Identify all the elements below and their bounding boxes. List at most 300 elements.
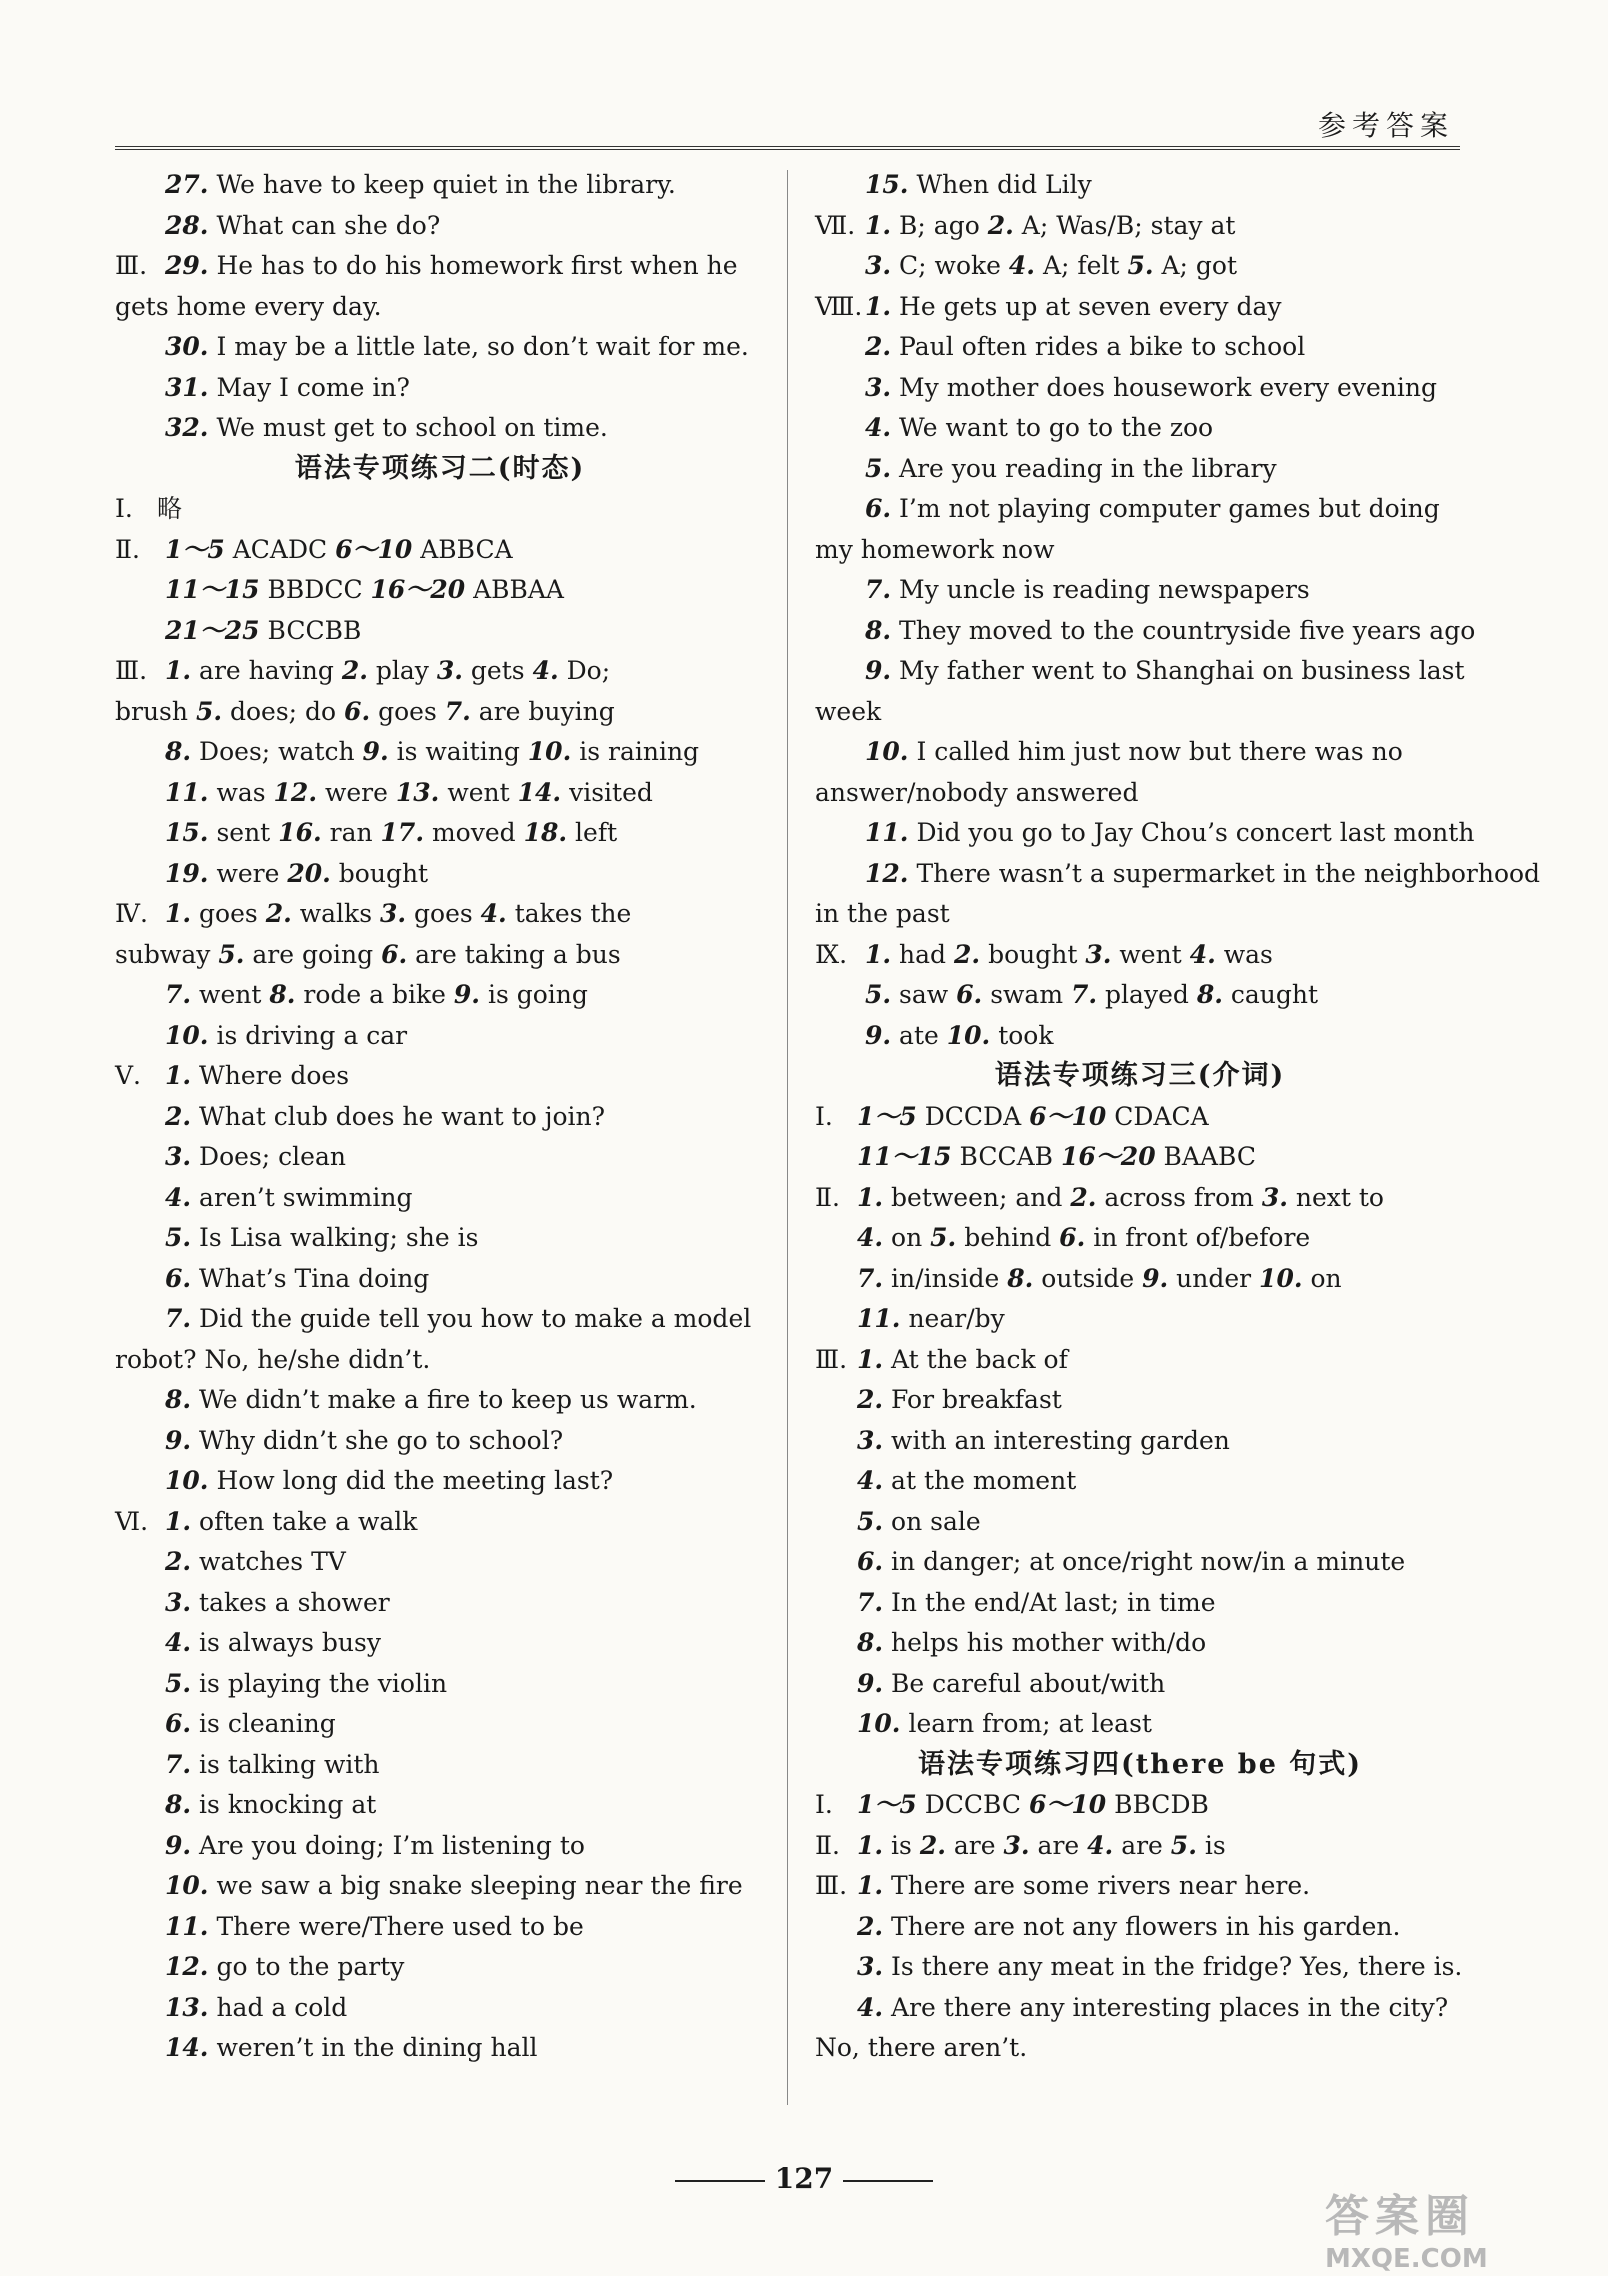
answer-text: [865, 611, 1475, 652]
roman-numeral: Ⅷ.: [815, 291, 863, 321]
answer-text: [815, 894, 950, 935]
answer-text: [857, 1785, 1209, 1826]
answer-text: [165, 732, 699, 773]
answer-fragment: BBDCC: [259, 575, 371, 604]
answer-line: [115, 1826, 765, 1867]
answer-fragment: We have to keep quiet in the library.: [208, 170, 676, 199]
item-number: 5.: [165, 1668, 192, 1698]
answer-line: [115, 1785, 765, 1826]
item-number: 3.: [865, 372, 892, 402]
answer-fragment: Does; clean: [191, 1142, 346, 1171]
item-number: 10.: [1259, 1263, 1303, 1293]
roman-numeral: Ⅲ.: [115, 656, 148, 685]
answer-text: [865, 287, 1282, 328]
item-number: 6.: [956, 980, 983, 1009]
answer-line: [115, 611, 765, 652]
answer-text: [165, 206, 440, 247]
item-number: 3.: [1085, 939, 1112, 969]
answer-fragment: We want to go to the zoo: [891, 413, 1214, 442]
answer-text: [165, 1583, 390, 1624]
item-number: 27.: [165, 170, 209, 199]
answer-fragment: go to the party: [208, 1952, 405, 1981]
answer-line: [115, 854, 765, 895]
answer-text: [857, 1137, 1256, 1178]
item-number: 6.: [865, 494, 892, 523]
answer-text: [857, 1583, 1216, 1624]
answer-fragment: often take a walk: [191, 1506, 418, 1536]
item-number: 2.: [341, 656, 368, 685]
item-number: 5.: [865, 453, 892, 483]
answer-text: [165, 408, 608, 449]
column-divider: [787, 170, 788, 2105]
item-number: 5.: [1127, 251, 1154, 280]
answer-fragment: Are you reading in the library: [891, 453, 1277, 483]
answer-fragment: is cleaning: [191, 1709, 336, 1738]
answer-text: [857, 1097, 1209, 1138]
answer-line: [115, 1623, 765, 1664]
answer-fragment: walks: [291, 899, 380, 928]
answer-fragment: on sale: [883, 1506, 981, 1536]
item-number: 4.: [532, 656, 559, 685]
answer-text: [857, 1502, 981, 1543]
answer-fragment: are going: [244, 939, 382, 969]
answer-fragment: There were/There used to be: [208, 1911, 584, 1941]
answer-line: [115, 1704, 765, 1745]
answer-fragment: gets home every day.: [115, 291, 382, 321]
answer-fragment: What club does he want to join?: [191, 1101, 606, 1131]
answer-fragment: on: [1302, 1263, 1342, 1293]
answer-fragment: swam: [982, 980, 1071, 1009]
item-number: 17.: [380, 818, 425, 847]
answer-text: [165, 611, 361, 652]
item-number: 31.: [165, 372, 209, 402]
item-number: 29.: [165, 251, 209, 280]
answer-text: [165, 1826, 585, 1867]
item-number: 13.: [395, 777, 440, 807]
answer-line: [815, 206, 1465, 247]
answer-fragment: ABBAA: [465, 575, 564, 604]
answer-fragment: BCCAB: [951, 1142, 1062, 1171]
item-number: 2.: [165, 1101, 192, 1131]
item-number: 9.: [857, 1668, 884, 1698]
item-number: 2.: [1070, 1182, 1097, 1212]
roman-numeral: Ⅰ.: [115, 494, 133, 523]
answer-line: [815, 1461, 1465, 1502]
answer-fragment: For breakfast: [883, 1385, 1062, 1414]
answer-fragment: Are you doing; I’m listening to: [191, 1830, 585, 1860]
answer-fragment: A; felt: [1035, 251, 1128, 280]
answer-line: [815, 611, 1476, 652]
answer-fragment: BCCBB: [259, 615, 362, 645]
answer-line: [115, 1664, 765, 1705]
item-number: 1.: [857, 1830, 884, 1860]
item-number: 6.: [857, 1547, 884, 1576]
item-number: 11.: [165, 777, 209, 807]
answer-text: [165, 1502, 417, 1543]
answer-line: [115, 1583, 765, 1624]
answer-fragment: ABBCA: [412, 534, 513, 564]
answer-fragment: There are not any flowers in his garden.: [883, 1911, 1401, 1941]
roman-numeral: Ⅲ.: [815, 1344, 848, 1374]
answer-text: [865, 246, 1237, 287]
answer-line: [815, 368, 1465, 409]
item-number: 9.: [453, 980, 481, 1009]
answer-fragment: are: [1113, 1830, 1171, 1860]
item-number: 4.: [865, 413, 892, 442]
answer-text: [165, 1866, 743, 1907]
answer-fragment: are having: [191, 656, 342, 685]
answer-fragment: was: [1215, 939, 1273, 969]
answer-fragment: I may be a little late, so don’t wait for me.: [208, 332, 749, 361]
answer-fragment: learn from; at least: [900, 1709, 1152, 1738]
item-number: 3.: [436, 656, 463, 685]
answer-line: [115, 570, 765, 611]
answer-fragment: goes: [406, 899, 481, 928]
answer-line: [815, 327, 1465, 368]
item-number: 1.: [865, 291, 892, 321]
answer-text: [857, 1907, 1400, 1948]
answer-fragment: What’s Tina doing: [191, 1263, 430, 1293]
item-number: 7.: [857, 1587, 884, 1617]
right-column: [815, 165, 1541, 2069]
roman-numeral: Ⅵ.: [115, 1506, 149, 1536]
answer-line: [815, 1542, 1465, 1583]
answer-fragment: had a cold: [208, 1992, 348, 2022]
answer-line: [115, 287, 765, 328]
item-number: 9.: [1142, 1263, 1169, 1293]
answer-fragment: A; Was/B; stay at: [1013, 210, 1236, 240]
answer-line: [815, 530, 1465, 571]
answer-text: [857, 1704, 1152, 1745]
item-number: 4.: [1087, 1830, 1114, 1860]
answer-line: [115, 894, 765, 935]
answer-fragment: went: [1111, 939, 1190, 969]
answer-line: [815, 1583, 1465, 1624]
answer-text: [115, 935, 621, 976]
roman-numeral: Ⅲ.: [815, 1871, 848, 1900]
item-number: 10.: [165, 1466, 209, 1495]
answer-text: [165, 327, 749, 368]
answer-text: [165, 165, 676, 206]
answer-fragment: There wasn’t a supermarket in the neighborhood: [908, 858, 1541, 888]
answer-line: [815, 1421, 1465, 1462]
answer-text: [865, 206, 1235, 247]
answer-line: [115, 1988, 765, 2029]
answer-text: [165, 1380, 697, 1421]
answer-line: [115, 530, 765, 571]
answer-line: [115, 1502, 765, 1543]
answer-fragment: Paul often rides a bike to school: [891, 332, 1306, 361]
answer-fragment: I’m not playing computer games but doing: [891, 494, 1440, 523]
answer-fragment: Is Lisa walking; she is: [191, 1223, 479, 1252]
answer-line: [115, 1016, 765, 1057]
answer-line: [815, 813, 1475, 854]
roman-numeral: Ⅴ.: [115, 1061, 142, 1090]
item-number: 2.: [265, 899, 292, 928]
answer-fragment: robot? No, he/she didn’t.: [115, 1344, 431, 1374]
answer-line: [815, 1259, 1465, 1300]
answer-fragment: Did you go to Jay Chou’s concert last month: [908, 818, 1475, 847]
answer-line: [815, 1178, 1465, 1219]
answer-text: [857, 1340, 1068, 1381]
item-number: 2.: [857, 1385, 884, 1414]
item-number: 8.: [165, 1385, 192, 1414]
answer-text: [165, 773, 653, 814]
answer-fragment: I called him just now but there was no: [908, 737, 1403, 766]
answer-fragment: takes the: [506, 899, 632, 928]
answer-line: [115, 975, 765, 1016]
answer-fragment: How long did the meeting last?: [208, 1466, 614, 1495]
answer-fragment: CDACA: [1106, 1101, 1209, 1131]
answer-fragment: is playing the violin: [191, 1668, 448, 1698]
item-number: 5.: [865, 980, 892, 1009]
item-number: 5.: [930, 1223, 957, 1252]
item-number: 14.: [165, 2033, 209, 2062]
item-number: 13.: [165, 1992, 209, 2022]
item-number: 9.: [362, 737, 389, 766]
answer-fragment: was: [208, 777, 274, 807]
answer-text: [165, 368, 410, 409]
item-number: 11～15: [165, 575, 260, 604]
answer-fragment: are: [945, 1830, 1004, 1860]
answer-fragment: we saw a big snake sleeping near the fire: [208, 1871, 743, 1900]
answer-fragment: At the back of: [883, 1344, 1068, 1374]
answer-fragment: in danger; at once/right now/in a minute: [883, 1547, 1406, 1576]
answer-fragment: does; do: [222, 696, 345, 726]
item-number: 4.: [1008, 251, 1036, 280]
roman-numeral: Ⅲ.: [115, 251, 148, 280]
item-number: 3.: [165, 1142, 192, 1171]
item-number: 1～5: [165, 534, 225, 564]
item-number: 1.: [857, 1344, 884, 1374]
watermark-url: MXQE.COM: [1325, 2244, 1488, 2274]
answer-fragment: went: [439, 777, 518, 807]
item-number: 16.: [278, 818, 322, 847]
item-number: 16～20: [1061, 1142, 1156, 1171]
answer-text: [165, 1907, 584, 1948]
answer-fragment: caught: [1222, 980, 1319, 1009]
item-number: 4.: [480, 899, 507, 928]
answer-fragment: C; woke: [891, 251, 1009, 280]
answer-text: [865, 813, 1474, 854]
answer-fragment: saw: [891, 980, 957, 1009]
roman-numeral: Ⅱ.: [115, 534, 140, 564]
answer-fragment: is talking with: [191, 1749, 380, 1779]
item-number: 7.: [444, 696, 471, 726]
answer-text: [165, 530, 513, 571]
item-number: 10.: [527, 737, 572, 766]
answer-text: [165, 1704, 336, 1745]
answer-text: [165, 1947, 404, 1988]
item-number: 10.: [165, 1871, 209, 1900]
answer-text: [865, 975, 1318, 1016]
answer-text: [815, 530, 1054, 571]
answer-fragment: Do;: [558, 656, 611, 685]
answer-fragment: is knocking at: [191, 1790, 377, 1819]
item-number: 3.: [165, 1587, 192, 1617]
section-title: 语法专项练习四(there be 句式): [917, 1748, 1363, 1780]
answer-fragment: Why didn’t she go to school?: [191, 1425, 564, 1455]
answer-fragment: is going: [480, 980, 588, 1009]
answer-text: [165, 1137, 346, 1178]
answer-line: [815, 1623, 1465, 1664]
answer-fragment: Is there any meat in the fridge? Yes, there is.: [883, 1952, 1463, 1981]
answer-line: [815, 1664, 1465, 1705]
answer-line: [115, 1056, 765, 1097]
answer-line: [115, 651, 765, 692]
answer-fragment: were: [317, 777, 396, 807]
answer-line: [815, 1785, 1465, 1826]
answer-line: [815, 1502, 1465, 1543]
answer-fragment: across from: [1096, 1182, 1262, 1212]
answer-fragment: My father went to Shanghai on business last: [891, 656, 1465, 685]
answer-fragment: week: [815, 696, 882, 726]
roman-numeral: Ⅳ.: [115, 899, 148, 928]
answer-fragment: subway: [115, 939, 219, 969]
answer-fragment: 略: [157, 494, 183, 523]
item-number: 6.: [1059, 1223, 1086, 1252]
answer-fragment: ACADC: [224, 534, 336, 564]
answer-text: [857, 1866, 1310, 1907]
answer-text: [865, 489, 1440, 530]
answer-fragment: sent: [208, 818, 279, 847]
answer-fragment: had: [891, 939, 955, 969]
item-number: 1.: [865, 210, 892, 240]
answer-text: [857, 1947, 1462, 1988]
answer-text: [865, 570, 1310, 611]
answer-line: [115, 1097, 765, 1138]
answer-line: [115, 246, 765, 287]
item-number: 4.: [857, 1223, 884, 1252]
item-number: 6.: [165, 1263, 192, 1293]
item-number: 12.: [273, 777, 318, 807]
answer-text: [165, 1056, 349, 1097]
answer-fragment: is waiting: [388, 737, 528, 766]
answer-line: [815, 1704, 1465, 1745]
answer-fragment: is: [883, 1830, 920, 1860]
item-number: 7.: [865, 575, 892, 604]
answer-fragment: They moved to the countryside five years ago: [891, 615, 1476, 645]
answer-fragment: We must get to school on time.: [208, 413, 608, 442]
answer-text: [165, 1097, 605, 1138]
answer-line: [115, 368, 765, 409]
answer-text: [165, 1623, 381, 1664]
answer-fragment: Be careful about/with: [883, 1668, 1166, 1698]
answer-fragment: at the moment: [883, 1466, 1077, 1495]
item-number: 1.: [165, 899, 192, 928]
answer-fragment: My mother does housework every evening: [891, 372, 1437, 402]
item-number: 6～10: [335, 534, 413, 564]
answer-line: [115, 1542, 765, 1583]
item-number: 6.: [165, 1709, 192, 1738]
answer-line: [115, 1866, 765, 1907]
item-number: 30.: [165, 332, 209, 361]
answer-line: [115, 813, 765, 854]
item-number: 20.: [287, 858, 331, 888]
item-number: 2.: [165, 1547, 192, 1576]
answer-line: [115, 1178, 765, 1219]
item-number: 7.: [1070, 980, 1098, 1009]
answer-fragment: There are some rivers near here.: [883, 1871, 1311, 1900]
item-number: 2.: [987, 210, 1014, 240]
answer-line: [815, 2028, 1465, 2069]
item-number: 2.: [954, 939, 981, 969]
item-number: 3.: [857, 1952, 884, 1981]
answer-text: [865, 1016, 1054, 1057]
answer-line: [815, 1097, 1465, 1138]
answer-text: [857, 1259, 1342, 1300]
answer-fragment: BAABC: [1155, 1142, 1256, 1171]
answer-line: [115, 206, 765, 247]
item-number: 3.: [865, 251, 892, 280]
item-number: 8.: [1196, 980, 1223, 1009]
item-number: 9.: [165, 1830, 192, 1860]
answer-line: [115, 1340, 765, 1381]
answer-fragment: are taking a bus: [407, 939, 621, 969]
answer-line: [115, 773, 765, 814]
item-number: 2.: [865, 332, 892, 361]
answer-line: [815, 773, 1465, 814]
answer-fragment: is raining: [571, 737, 700, 766]
answer-text: [165, 570, 564, 611]
answer-fragment: in front of/before: [1085, 1223, 1311, 1252]
answer-fragment: watches TV: [191, 1547, 346, 1576]
answer-fragment: aren’t swimming: [191, 1182, 413, 1212]
answer-text: [165, 1542, 346, 1583]
answer-line: [815, 1866, 1465, 1907]
answer-fragment: ate: [891, 1020, 947, 1050]
watermark-logo: [1325, 2180, 1595, 2274]
answer-fragment: in/inside: [883, 1263, 1008, 1293]
answer-text: [815, 692, 881, 733]
item-number: 12.: [865, 858, 909, 888]
item-number: 4.: [1189, 939, 1216, 969]
watermark-text: 答案圈: [1325, 2191, 1475, 2242]
answer-text: [165, 1988, 347, 2029]
answer-fragment: next to: [1287, 1182, 1384, 1212]
answer-text: [865, 935, 1273, 976]
answer-text: [857, 1380, 1062, 1421]
answer-text: [865, 368, 1437, 409]
answer-fragment: Does; watch: [191, 737, 363, 766]
item-number: 8.: [857, 1628, 884, 1657]
answer-text: [865, 651, 1465, 692]
page-header: [115, 100, 1460, 150]
item-number: 4.: [165, 1628, 192, 1657]
answer-line: [115, 692, 765, 733]
item-number: 15.: [865, 170, 909, 199]
answer-text: [857, 1623, 1206, 1664]
item-number: 3.: [1261, 1182, 1288, 1212]
answer-line: [115, 489, 765, 530]
answer-text: [165, 1785, 376, 1826]
answer-line: [115, 1947, 765, 1988]
answer-text: [165, 1421, 563, 1462]
answer-fragment: moved: [424, 818, 524, 847]
answer-line: [815, 1826, 1465, 1867]
answer-fragment: bought: [980, 939, 1086, 969]
answer-text: [165, 1016, 407, 1057]
answer-line: [815, 1380, 1465, 1421]
answer-fragment: goes: [370, 696, 445, 726]
item-number: 19.: [165, 858, 209, 888]
item-number: 8.: [165, 737, 192, 766]
answer-text: [165, 1259, 429, 1300]
item-number: 8.: [165, 1790, 192, 1819]
item-number: 1.: [857, 1182, 884, 1212]
answer-line: [115, 1299, 765, 1340]
item-number: 5.: [218, 939, 245, 969]
